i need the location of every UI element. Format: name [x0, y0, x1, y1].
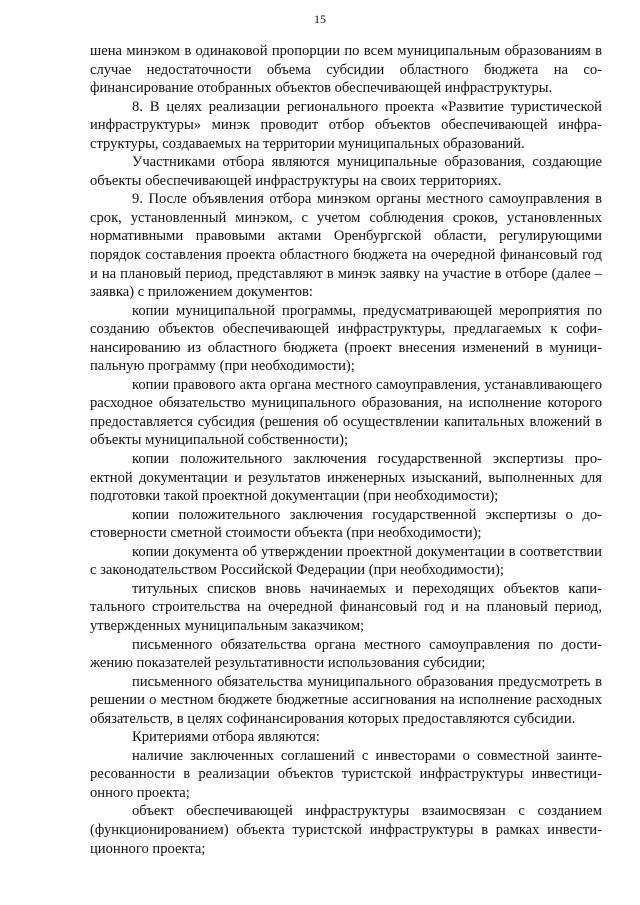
paragraph-criteria-heading: Критериями отбора являются:	[132, 729, 320, 746]
page-number: 15	[314, 12, 326, 26]
paragraph-item-9: 9. После объявления отбора минэком органы местного самоуправления в срок, установленный минэком, с учетом соблюдения сроков, установленных нормативными правовыми актами Оренбургской области, регулирующими порядок составления проекта областного бюджета на очередной финансовый год и на плановый период, представляют в минэк заявку на участие в отборе (далее – заявка) с приложением документов:	[90, 191, 602, 301]
paragraph-continuation: шена минэком в одинаковой пропорции по всем муниципальным образованиям в случае недостаточности объема субсидии областного бюджета на софинансирование отобранных объектов обеспечивающей инфраструктуры.	[90, 43, 602, 97]
list-item-cost-conclusion: копии положительного заключения государственной экспертизы о достоверности сметной стоимости объекта (при необходимости);	[90, 506, 602, 542]
paragraph-item-8: 8. В целях реализации регионального проекта «Развитие туристической инфраструктуры» минэк проводит отбор объектов обеспечивающей инфраструктуры, создаваемых на территории муниципальных образований.	[90, 98, 602, 152]
list-item-municipal-program: копии муниципальной программы, предусматривающей мероприятия по созданию объектов обеспечивающей инфраструктуры, предлагаемых к софинансированию из областного бюджета (проект внесения изменений в муниципальную программу (при необходимости);	[90, 302, 602, 375]
criteria-item-interconnection: объект обеспечивающей инфраструктуры взаимосвязан с созданием (функционированием) объекта туристской инфраструктуры в рамках инвестиционного проекта;	[90, 803, 602, 857]
paragraph-participants: Участниками отбора являются муниципальные образования, создающие объекты обеспечивающей инфраструктуры на своих территориях.	[90, 154, 602, 189]
criteria-item-agreements: наличие заключенных соглашений с инвесторами о совместной заинтересованности в реализации объектов туристской инфраструктуры инвестиционного проекта;	[90, 747, 602, 801]
document-body	[90, 42, 602, 858]
list-item-title-lists: титульных списков вновь начинаемых и переходящих объектов капитального строительства на очередной финансовый год и на плановый период, утвержденных муниципальным заказчиком;	[90, 580, 602, 634]
list-item-expertise-conclusion: копии положительного заключения государственной экспертизы проектной документации и результатов инженерных изысканий, выполненных для подготовки такой проектной документации (при необходимости);	[90, 451, 602, 505]
list-item-approval-document: копии документа об утверждении проектной документации в соответствии с законодательством Российской Федерации (при необходимости);	[90, 543, 602, 579]
list-item-obligation-budget: письменного обязательства муниципального образования предусмотреть в решении о местном бюджете бюджетные ассигнования на исполнение расходных обязательств, в целях софинансирования которых предоставляются субсидии.	[90, 673, 602, 727]
list-item-legal-act: копии правового акта органа местного самоуправления, устанавливающего расходное обязательство муниципального образования, на исполнение которого предоставляется субсидия (решения об осуществлении капитальных вложений в объекты муниципальной собственности);	[90, 376, 602, 449]
list-item-obligation-indicators: письменного обязательства органа местного самоуправления по достижению показателей результативности использования субсидии;	[90, 636, 602, 672]
